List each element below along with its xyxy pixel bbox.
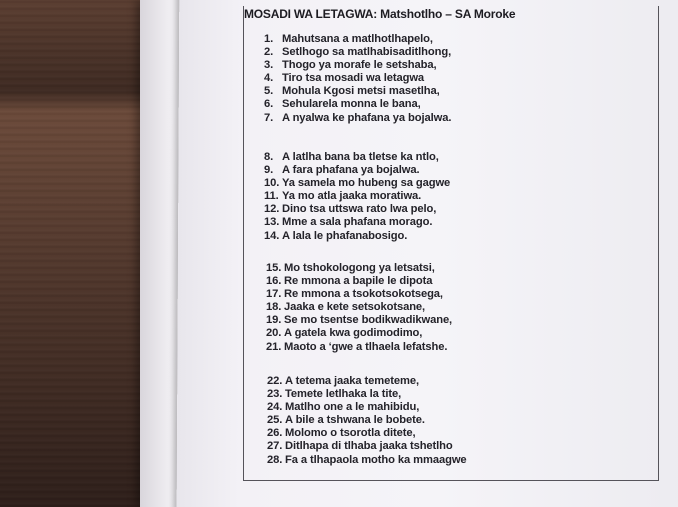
line-text: Re mmona a bapile le dipota <box>284 275 433 288</box>
line-text: Mme a sala phafana morago. <box>282 216 433 229</box>
line-text: A nyalwa ke phafana ya bojalwa. <box>282 111 452 124</box>
line-text: A bile a tshwana le bobete. <box>285 414 425 427</box>
stanza-2 <box>264 151 450 243</box>
line-text: Maoto a ‘gwe a tlhaela lefatshe. <box>284 340 448 353</box>
line-number: 1. <box>264 33 274 45</box>
line-number: 7. <box>264 111 274 124</box>
line-text: Thogo ya morafe le setshaba, <box>282 59 437 72</box>
line-number: 18. <box>266 301 282 314</box>
poem-line <box>266 301 452 314</box>
line-number: 12. <box>264 203 280 216</box>
poem-line <box>267 440 467 453</box>
line-text: Molomo o tsorotla ditete, <box>285 427 416 440</box>
line-number: 24. <box>267 401 283 414</box>
poem-line <box>266 262 452 275</box>
poem-line <box>264 190 450 203</box>
line-number: 5. <box>264 85 274 98</box>
stanza-3 <box>266 262 452 354</box>
poem-line <box>267 401 467 414</box>
poem-line <box>266 275 452 288</box>
poem-line <box>264 112 451 125</box>
line-text: A lala le phafanabosigo. <box>282 229 408 242</box>
poem-line <box>264 85 451 98</box>
line-text: A tetema jaaka temeteme, <box>285 375 419 387</box>
poem-line <box>264 164 450 177</box>
poem-line <box>267 454 467 467</box>
line-text: Ya samela mo hubeng sa gagwe <box>282 177 451 190</box>
line-number: 23. <box>267 388 283 401</box>
line-number: 2. <box>264 46 274 59</box>
line-number: 26. <box>267 427 283 440</box>
line-text: Setlhogo sa matlhabisaditlhong, <box>282 46 452 59</box>
stanza-1 <box>264 33 451 125</box>
poem-line <box>264 216 450 229</box>
poem-line <box>266 341 452 354</box>
line-text: Sehularela monna le bana, <box>282 98 421 111</box>
line-text: Se mo tsentse bodikwadikwane, <box>284 314 453 327</box>
line-text: Mohula Kgosi metsi masetlha, <box>282 85 440 98</box>
line-number: 20. <box>266 327 282 340</box>
line-text: A latlha bana ba tletse ka ntlo, <box>282 151 439 163</box>
line-number: 27. <box>267 440 283 453</box>
line-text: Mahutsana a matlhotlhapelo, <box>282 33 433 45</box>
line-number: 14. <box>264 229 280 242</box>
line-text: Jaaka e kete setsokotsane, <box>284 301 426 314</box>
poem-line <box>266 314 452 327</box>
line-text: Tiro tsa mosadi wa letagwa <box>282 72 425 85</box>
line-number: 13. <box>264 216 280 229</box>
line-text: Dino tsa uttswa rato lwa pelo, <box>282 203 437 216</box>
line-number: 16. <box>266 275 282 288</box>
line-number: 22. <box>267 375 283 387</box>
line-text: Re mmona a tsokotsokotsega, <box>284 288 443 301</box>
line-text: A fara phafana ya bojalwa. <box>282 164 420 177</box>
poem-line <box>264 72 451 85</box>
line-text: Ditlhapa di tlhaba jaaka tshetlho <box>285 440 453 453</box>
line-text: Mo tshokologong ya letsatsi, <box>284 262 435 274</box>
poem-line <box>264 46 451 59</box>
line-number: 11. <box>264 190 279 203</box>
line-number: 19. <box>266 314 282 327</box>
line-text: Ya mo atla jaaka moratiwa. <box>282 190 422 203</box>
poem-line <box>267 375 467 388</box>
poem-line <box>264 230 450 243</box>
line-number: 6. <box>264 98 274 111</box>
poem-line <box>264 33 451 46</box>
stanza-4 <box>267 375 467 467</box>
line-number: 4. <box>264 72 274 85</box>
line-text: Matlho one a le mahibidu, <box>285 401 420 414</box>
poem-line <box>264 59 451 72</box>
poem-line <box>264 203 450 216</box>
poem-title: MOSADI WA LETAGWA: Matshotlho – SA Moroke <box>244 7 516 21</box>
line-number: 25. <box>267 414 283 427</box>
wooden-table-background <box>0 0 160 507</box>
poem-line <box>264 177 450 190</box>
poem-line <box>267 414 467 427</box>
line-text: Fa a tlhapaola motho ka mmaagwe <box>285 453 467 466</box>
poem-line <box>267 427 467 440</box>
line-number: 15. <box>266 262 282 274</box>
poem-line <box>267 388 467 401</box>
line-text: A gatela kwa godimodimo, <box>284 327 423 340</box>
poem-line <box>264 98 451 111</box>
line-number: 9. <box>264 164 274 177</box>
poem-line <box>266 327 452 340</box>
poem-line <box>264 151 450 164</box>
line-number: 3. <box>264 59 274 72</box>
line-number: 17. <box>266 288 282 301</box>
line-number: 28. <box>267 453 283 466</box>
line-number: 10. <box>264 177 280 190</box>
line-text: Temete letlhaka la tite, <box>285 388 402 401</box>
line-number: 21. <box>266 340 282 353</box>
line-number: 8. <box>264 151 274 163</box>
poem-line <box>266 288 452 301</box>
